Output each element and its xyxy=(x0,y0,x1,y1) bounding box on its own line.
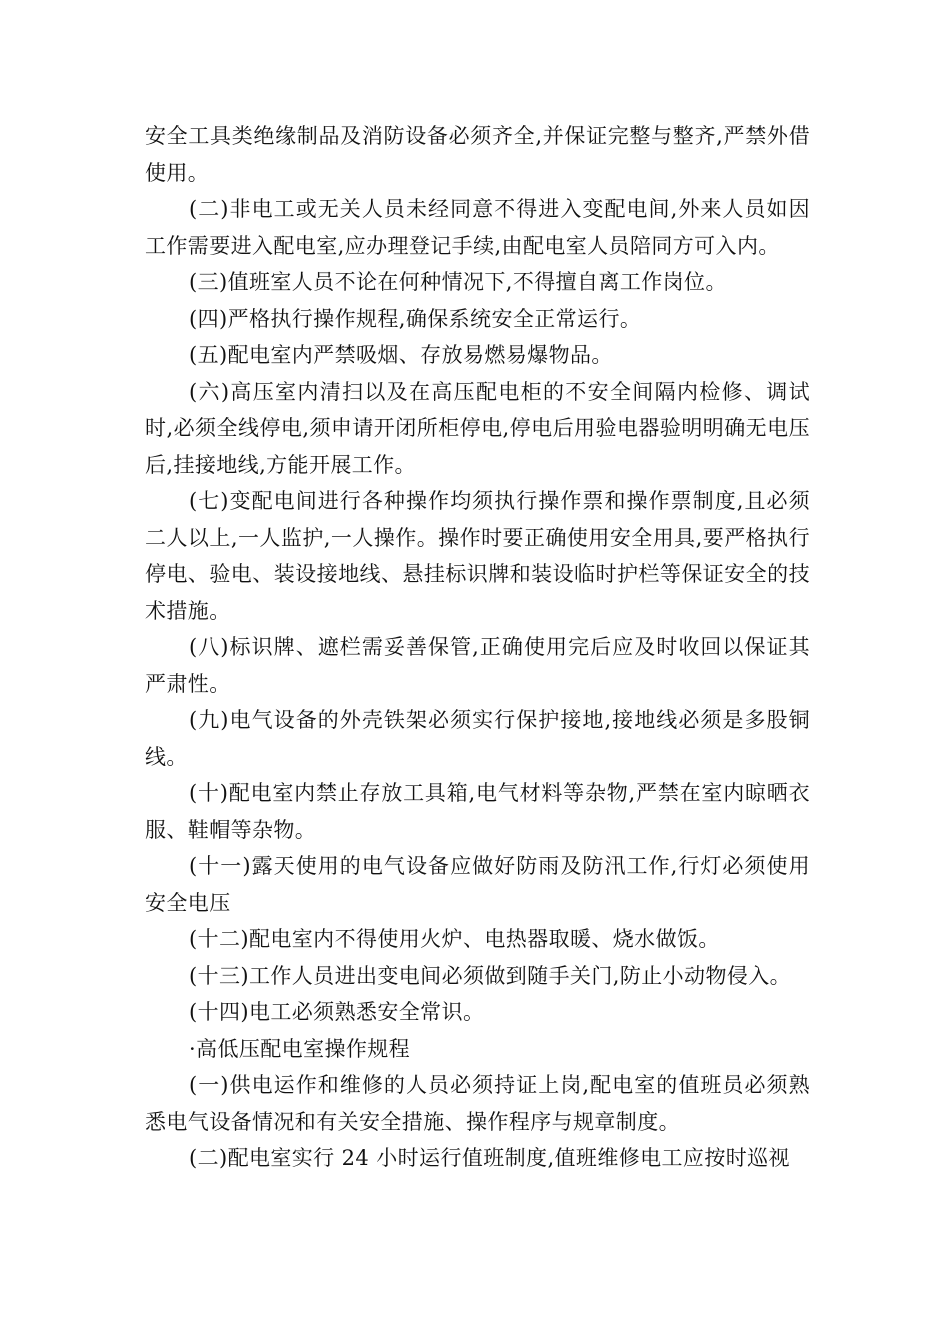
paragraph-rule-13: (十三)工作人员进出变电间必须做到随手关门,防止小动物侵入。 xyxy=(189,963,792,988)
document-body xyxy=(145,118,810,1177)
paragraph-rule-14: (十四)电工必须熟悉安全常识。 xyxy=(189,1000,485,1024)
paragraph-procedure-2: (二)配电室实行 24 小时运行值班制度,值班维修电工应按时巡视 xyxy=(189,1146,790,1170)
paragraph-rule-6: (六)高压室内清扫以及在高压配电柜的不安全间隔内检修、调试时,必须全线停电,须申请开闭所柜停电,停电后用验电器验明明确无电压后,挂接地线,方能开展工作。 xyxy=(145,379,810,477)
paragraph-continuation: 安全工具类绝缘制品及消防设备必须齐全,并保证完整与整齐,严禁外借使用。 xyxy=(145,124,810,185)
paragraph-procedure-1: (一)供电运作和维修的人员必须持证上岗,配电室的值班员必须熟悉电气设备情况和有关安全措施、操作程序与规章制度。 xyxy=(145,1073,810,1134)
paragraph-rule-7: (七)变配电间进行各种操作均须执行操作票和操作票制度,且必须二人以上,一人监护,一人操作。操作时要正确使用安全用具,要严格执行停电、验电、装设接地线、悬挂标识牌和装设临时护栏等保证安全的技术措施。 xyxy=(145,489,810,623)
paragraph-rule-4: (四)严格执行操作规程,确保系统安全正常运行。 xyxy=(189,306,642,331)
paragraph-rule-12: (十二)配电室内不得使用火炉、电热器取暖、烧水做饭。 xyxy=(189,927,720,951)
paragraph-rule-9: (九)电气设备的外壳铁架必须实行保护接地,接地线必须是多股铜线。 xyxy=(145,708,810,769)
paragraph-rule-10: (十)配电室内禁止存放工具箱,电气材料等杂物,严禁在室内晾晒衣服、鞋帽等杂物。 xyxy=(145,781,810,842)
paragraph-rule-3: (三)值班室人员不论在何种情况下,不得擅自离工作岗位。 xyxy=(189,270,727,294)
section-heading: ·高低压配电室操作规程 xyxy=(189,1036,411,1061)
paragraph-rule-11: (十一)露天使用的电气设备应做好防雨及防汛工作,行灯必须使用安全电压 xyxy=(145,854,810,915)
paragraph-rule-2: (二)非电工或无关人员未经同意不得进入变配电间,外来人员如因工作需要进入配电室,应办理登记手续,由配电室人员陪同方可入内。 xyxy=(145,197,810,258)
paragraph-rule-5: (五)配电室内严禁吸烟、存放易燃易爆物品。 xyxy=(189,343,613,367)
paragraph-rule-8: (八)标识牌、遮栏需妥善保管,正确使用完后应及时收回以保证其严肃性。 xyxy=(145,635,810,696)
